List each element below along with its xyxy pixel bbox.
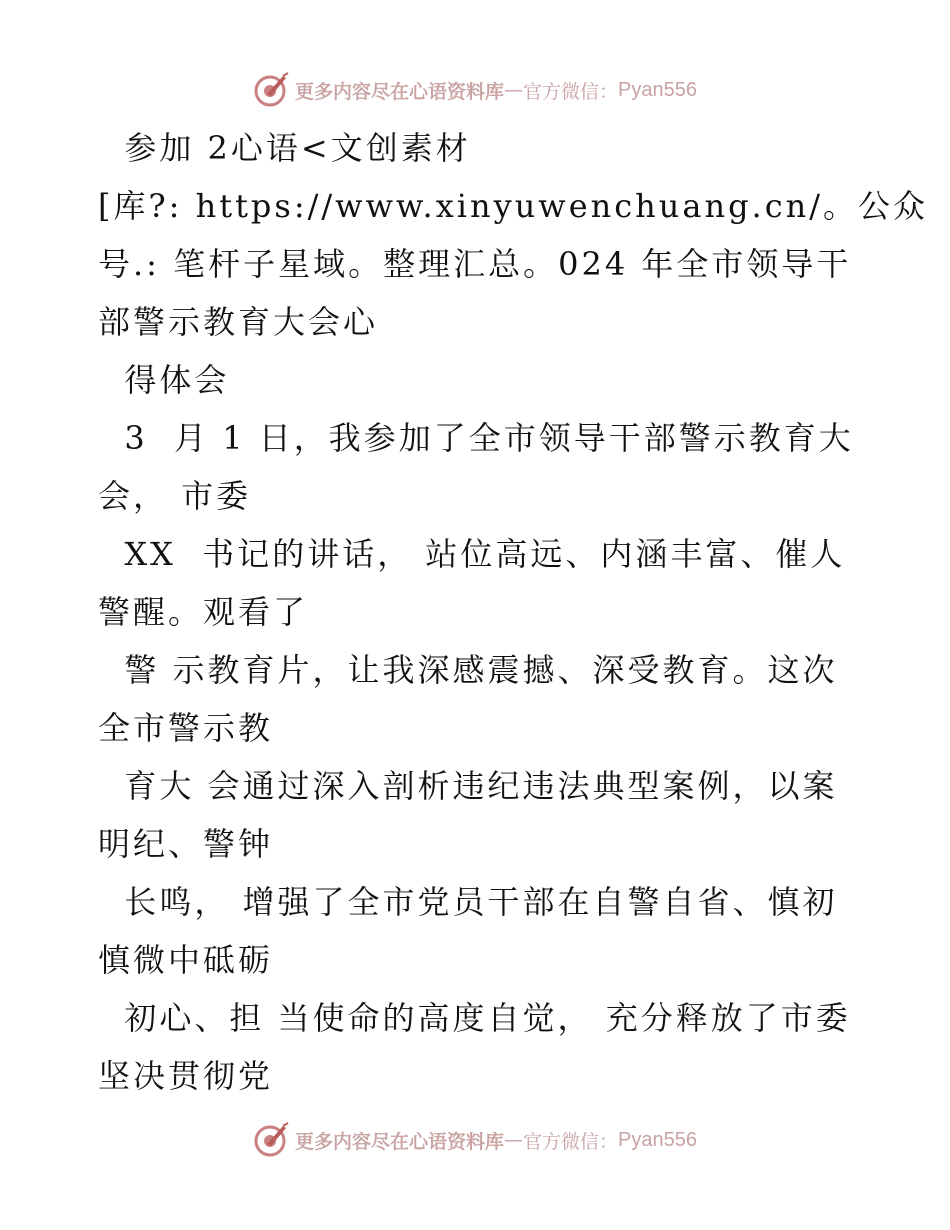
body-line: 明纪、警钟 (98, 825, 274, 863)
quill-seal-icon (253, 72, 289, 108)
banner-main-text: 更多内容尽在心语资料库 (295, 1130, 505, 1153)
body-line: [库?: https://www.xinyuwenchuang.cn/。公众 (98, 187, 929, 225)
header-banner (0, 70, 950, 110)
body-line: 长鸣， 增强了全市党员干部在自警自省、慎初 (98, 883, 838, 921)
body-line: 3 月 1 日，我参加了全市领导干部警示教育大 (98, 419, 854, 457)
banner-separator: — (504, 79, 524, 101)
banner-separator: — (504, 1129, 524, 1151)
banner-wechat-id: Pyan556 (618, 78, 697, 101)
banner-wechat-label: 官方微信： (523, 80, 619, 103)
body-line: 警醒。观看了 (98, 593, 309, 631)
body-line: 得体会 (98, 361, 230, 399)
body-line: XX 书记的讲话， 站位高远、内涵丰富、催人 (98, 535, 846, 573)
body-line: 参加 2心语<文创素材 (98, 129, 471, 167)
banner-wechat-label: 官方微信： (523, 1130, 619, 1153)
body-line: 育大 会通过深入剖析违纪违法典型案例，以案 (98, 767, 838, 805)
body-line: 初心、担 当使命的高度自觉， 充分释放了市委 (98, 999, 851, 1037)
body-line: 慎微中砥砺 (98, 941, 274, 979)
body-line: 会， 市委 (98, 477, 252, 515)
footer-banner (0, 1120, 950, 1160)
body-line: 警 示教育片，让我深感震撼、深受教育。这次 (98, 651, 838, 689)
body-line: 号.: 笔杆子星域。整理汇总。024 年全市领导干 (98, 245, 852, 283)
banner-wechat-id: Pyan556 (618, 1128, 697, 1151)
banner-main-text: 更多内容尽在心语资料库 (295, 80, 505, 103)
body-line: 部警示教育大会心 (98, 303, 379, 341)
body-line: 全市警示教 (98, 709, 274, 747)
body-line: 坚决贯彻党 (98, 1057, 274, 1095)
quill-seal-icon (253, 1122, 289, 1158)
